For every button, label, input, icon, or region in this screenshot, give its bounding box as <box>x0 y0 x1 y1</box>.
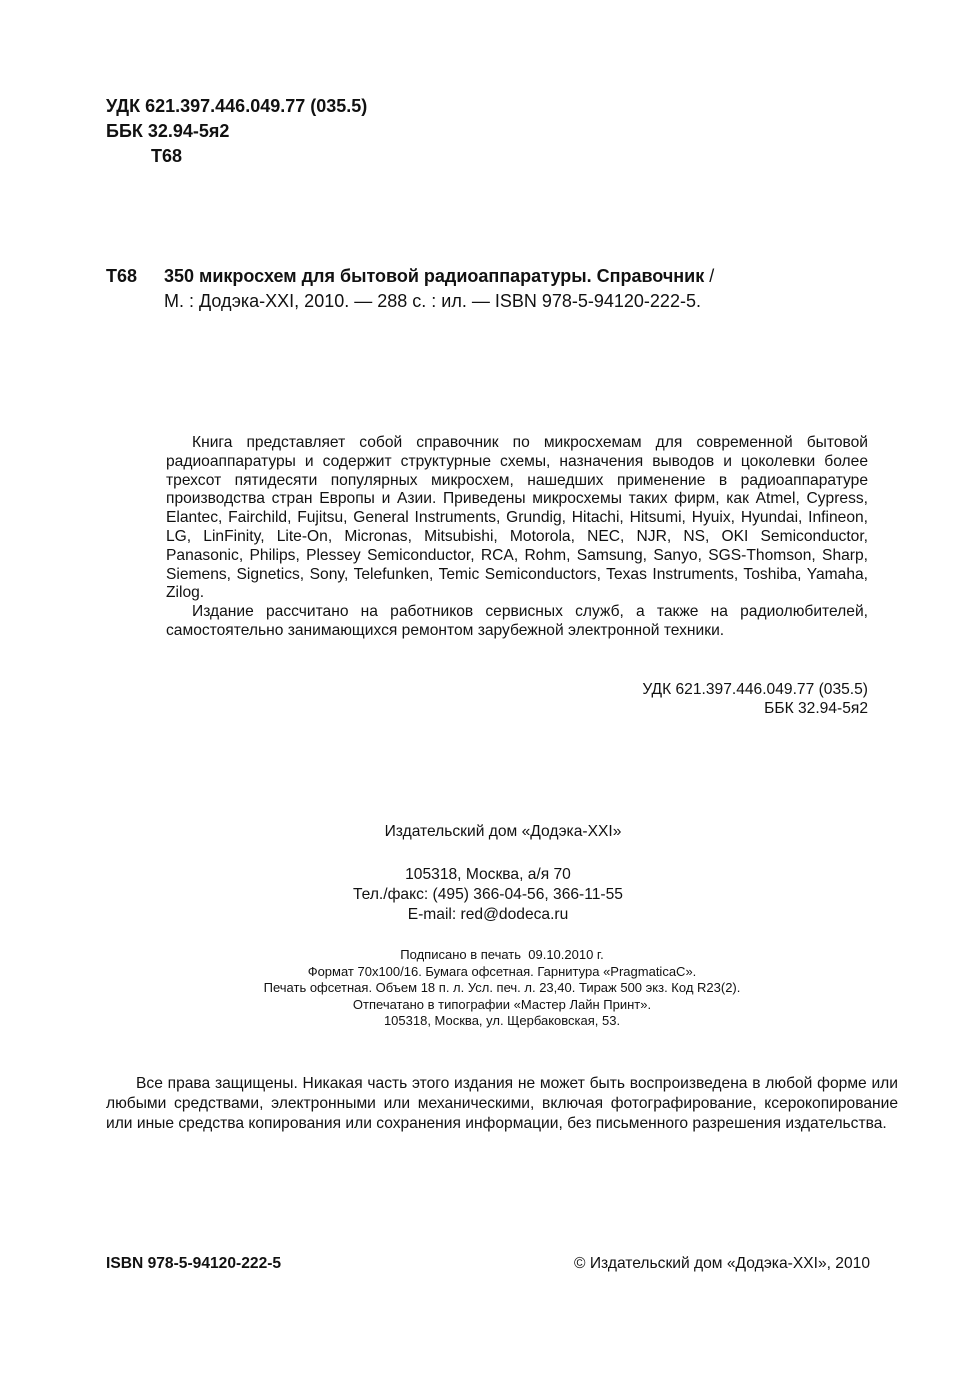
classification-header <box>106 94 367 169</box>
bibliographic-entry <box>106 264 866 314</box>
copyright: © Издательский дом «Додэка-XXI», 2010 <box>574 1255 870 1272</box>
annotation-paragraph: Издание рассчитано на работников сервисных служб, а также на радиолюбителей, самостоятельно занимающихся ремонтом зарубежной электронной техники. <box>166 603 868 639</box>
imprint <box>0 947 976 1030</box>
publisher-email: E-mail: red@dodeca.ru <box>407 906 569 923</box>
udc-code: УДК 621.397.446.049.77 (035.5) <box>106 96 368 116</box>
publisher-info <box>0 822 976 925</box>
annotation <box>166 434 868 641</box>
imprint-printing: Печать офсетная. Объем 18 п. л. Усл. печ. л. 23,40. Тираж 500 экз. Код R23(2). <box>263 980 741 995</box>
imprint-printer-address: 105318, Москва, ул. Щербаковская, 53. <box>383 1013 621 1028</box>
isbn: ISBN 978-5-94120-222-5 <box>106 1255 282 1272</box>
annotation-paragraph: Книга представляет собой справочник по микросхемам для современной бытовой радиоаппаратуры и содержит структурные схемы, назначения выводов и цоколевки более трехсот пятидесяти популярных микросхем, нашедших применение в радиоаппаратуре производства стран Европы и Азии. Приведены микросхемы таких фирм, как Atmel, Cypress, Elantec, Fairchild, Fujitsu, General Instruments, Grundig, Hitachi, Hitsumi, Hyuix, Hyundai, Infineon, LG, LinFinity, Lite-On, Micronas, Mitsubishi, Motorola, NEC, NJR, NS, OKI Semiconductor, Panasonic, Philips, Plessey Semiconductor, RCA, Rohm, Samsung, Sanyo, SGS-Thomson, Sharp, Siemens, Signetics, Sony, Telefunken, Temic Semiconductors, Texas Instruments, Toshiba, Yamaha, Zilog. <box>166 434 868 602</box>
entry-code: Т68 <box>106 266 138 286</box>
publication-details: М. : Додэка-XXI, 2010. — 288 с. : ил. — ISBN 978-5-94120-222-5. <box>164 291 701 311</box>
publisher-address: 105318, Москва, а/я 70 <box>405 866 571 883</box>
publisher-name: Издательский дом «Додэка-XXI» <box>384 823 622 840</box>
author-mark: Т68 <box>151 146 183 166</box>
publisher-phone: Тел./факс: (495) 366-04-56, 366-11-55 <box>353 886 623 903</box>
rights-notice <box>106 1074 898 1135</box>
bbk-code: ББК 32.94-5я2 <box>106 121 230 141</box>
title-separator: / <box>704 266 715 286</box>
classification-right <box>520 680 868 718</box>
book-title: 350 микросхем для бытовой радиоаппаратуры. Справочник <box>164 266 705 286</box>
imprint-format: Формат 70х100/16. Бумага офсетная. Гарнитура «PragmaticaC». <box>307 963 697 979</box>
imprint-printed-at: Отпечатано в типографии «Мастер Лайн Принт». <box>352 996 652 1012</box>
bbk-code-right: ББК 32.94-5я2 <box>764 700 868 717</box>
entry-title-line <box>164 264 866 289</box>
imprint-signed: Подписано в печать 09.10.2010 г. <box>400 947 604 962</box>
udc-code-right: УДК 621.397.446.049.77 (035.5) <box>642 681 868 698</box>
rights-text: Все права защищены. Никакая часть этого издания не может быть воспроизведена в любой форме или любыми средствами, электронными или механическими, включая фотографирование, ксерокопирование или иные средства копирования или сохранения информации, без письменного разрешения издательства. <box>106 1075 898 1133</box>
